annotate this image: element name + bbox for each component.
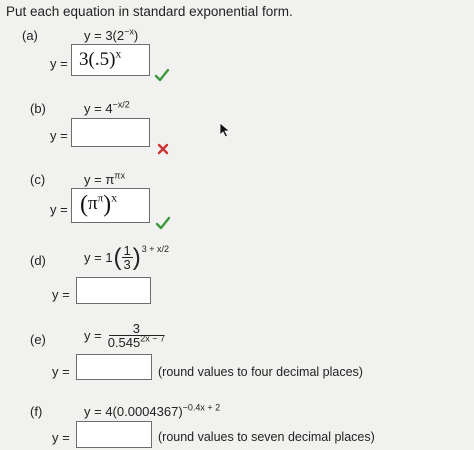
- part-d-answer-input[interactable]: [76, 277, 151, 304]
- part-a-label: (a): [22, 28, 38, 43]
- part-c-answer-value: $(\pi^\pi)^x$: [80, 190, 118, 218]
- part-e-equation: y = $\frac{3}{0.545^{2x - 7}}$: [84, 321, 166, 350]
- part-f-label: (f): [30, 404, 43, 419]
- part-c-equation: $y = \pi^{\pi x}$: [84, 170, 126, 187]
- part-c-y-label: y =: [50, 202, 68, 217]
- part-f-answer-input[interactable]: [76, 421, 152, 448]
- part-f-y-label: y =: [52, 430, 70, 445]
- part-f-equation: $y = 4(0.0004367)^{-0.4x + 2}$: [84, 402, 221, 419]
- part-a-answer-input[interactable]: [71, 44, 150, 76]
- part-b-equation: $y = 4^{-x/2}$: [84, 99, 130, 116]
- part-c-answer-input[interactable]: [71, 188, 150, 223]
- part-f-rounding-note: (round values to seven decimal places): [158, 430, 375, 444]
- part-a-answer-value: $3(.5)^x$: [79, 46, 122, 70]
- part-e-rounding-note: (round values to four decimal places): [158, 365, 363, 379]
- mouse-cursor-icon: [219, 122, 231, 143]
- part-c-label: (c): [30, 172, 46, 187]
- part-b-y-label: y =: [50, 128, 68, 143]
- check-icon: [154, 68, 170, 87]
- part-e-label: (e): [30, 332, 46, 347]
- page-title: Put each equation in standard exponential form.: [6, 4, 293, 19]
- part-b-label: (b): [30, 101, 46, 116]
- check-icon: [155, 216, 171, 235]
- part-e-answer-input[interactable]: [76, 354, 152, 380]
- part-d-equation: y = 1 ( $\frac{1}{3}$ ) 3 + x/2: [84, 243, 170, 272]
- part-d-y-label: y =: [52, 287, 70, 302]
- part-a-equation: $y = 3(2^{-x})$: [84, 26, 139, 43]
- cross-icon: [157, 142, 169, 160]
- part-b-answer-input[interactable]: [71, 118, 150, 147]
- part-d-label: (d): [30, 253, 46, 268]
- part-e-y-label: y =: [52, 364, 70, 379]
- part-a-y-label: y =: [50, 56, 68, 71]
